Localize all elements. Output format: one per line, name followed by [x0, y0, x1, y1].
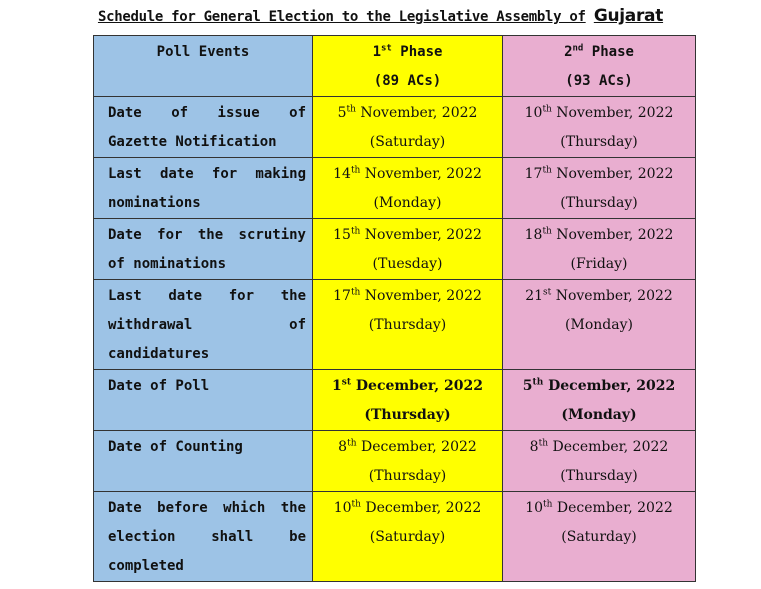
phase2-date-cell-text — [503, 219, 695, 279]
header-phase2-cell — [503, 36, 696, 97]
event-line: Gazette Notification — [108, 134, 277, 150]
header-phase2-title — [503, 36, 695, 67]
phase2-date-cell — [503, 431, 696, 492]
event-line: Last date for the — [108, 288, 306, 304]
event-cell — [94, 219, 313, 280]
date-line: 17th November, 2022 — [524, 165, 674, 182]
weekday-line: (Thursday) — [368, 468, 447, 484]
phase1-date-cell-text — [313, 219, 502, 279]
phase2-date-cell — [503, 219, 696, 280]
phase2-date-cell — [503, 492, 696, 582]
phase2-date-cell-text — [503, 431, 695, 491]
phase1-date-cell — [313, 219, 503, 280]
phase1-date-cell — [313, 158, 503, 219]
weekday-line: (Thursday) — [560, 195, 638, 211]
event-label — [94, 431, 312, 462]
event-cell — [94, 431, 313, 492]
schedule-table — [93, 35, 696, 582]
table-row — [94, 280, 696, 370]
event-line: Date of issue of — [108, 105, 306, 121]
page-title — [0, 6, 761, 26]
event-line: Last date for making — [108, 166, 306, 182]
phase1-date-cell-text — [313, 431, 502, 491]
phase2-date-cell-text — [503, 370, 695, 430]
date-line: 15th November, 2022 — [333, 226, 482, 243]
phase1-date-cell — [313, 280, 503, 370]
weekday-line: (Saturday) — [369, 529, 446, 545]
header-events-cell — [94, 36, 313, 97]
weekday-line: (Thursday) — [560, 468, 638, 484]
date-line: 10th November, 2022 — [524, 104, 674, 121]
phase1-date-cell — [313, 492, 503, 582]
event-line: Date of Counting — [108, 439, 243, 455]
weekday-line: (Thursday) — [364, 407, 451, 423]
weekday-line: (Saturday) — [561, 529, 637, 545]
event-label — [94, 219, 312, 279]
event-label — [94, 280, 312, 369]
date-line: 5th December, 2022 — [522, 377, 676, 394]
event-cell — [94, 97, 313, 158]
phase1-ordinal: 1st — [372, 43, 392, 60]
event-label — [94, 97, 312, 157]
phase1-date-cell-text — [313, 280, 502, 340]
event-line: completed — [108, 558, 184, 574]
event-cell — [94, 158, 313, 219]
header-phase1-cell — [313, 36, 503, 97]
phase1-date-cell — [313, 431, 503, 492]
date-line: 10th December, 2022 — [333, 499, 482, 516]
header-phase1-title — [313, 36, 502, 67]
header-row — [94, 36, 696, 97]
header-events-label: Poll Events — [156, 44, 250, 60]
date-line: 5th November, 2022 — [337, 104, 478, 121]
date-line: 10th December, 2022 — [525, 499, 673, 516]
event-line: election shall be — [108, 529, 306, 545]
phase1-label: Phase — [400, 44, 443, 60]
event-label — [94, 158, 312, 218]
date-line: 8th December, 2022 — [529, 438, 669, 455]
phase2-date-cell — [503, 280, 696, 370]
date-line: 18th November, 2022 — [524, 226, 674, 243]
phase1-date-cell-text — [313, 492, 502, 552]
phase2-date-cell-text — [503, 280, 695, 340]
table-row — [94, 97, 696, 158]
header-phase2-seats: (93 ACs) — [565, 73, 633, 89]
table-row — [94, 431, 696, 492]
weekday-line: (Friday) — [570, 256, 628, 272]
event-line: Date before which the — [108, 500, 306, 516]
date-line: 14th November, 2022 — [333, 165, 482, 182]
event-line: of nominations — [108, 256, 227, 272]
weekday-line: (Thursday) — [368, 317, 447, 333]
phase1-date-cell — [313, 97, 503, 158]
date-line: 8th December, 2022 — [338, 438, 477, 455]
phase2-date-cell-text — [503, 158, 695, 218]
title-state: Gujarat — [593, 6, 664, 26]
event-label — [94, 492, 312, 581]
event-line: Date for the scrutiny — [108, 227, 306, 243]
event-line: candidatures — [108, 346, 210, 362]
table-row — [94, 492, 696, 582]
phase2-date-cell-text — [503, 97, 695, 157]
weekday-line: (Saturday) — [369, 134, 446, 150]
phase2-date-cell-text — [503, 492, 695, 552]
table-row — [94, 219, 696, 280]
event-cell — [94, 370, 313, 431]
date-line: 1st December, 2022 — [332, 377, 483, 394]
phase1-date-cell-text — [313, 158, 502, 218]
title-main: Schedule for General Election to the Legislative Assembly of — [97, 9, 586, 25]
event-cell — [94, 492, 313, 582]
weekday-line: (Tuesday) — [372, 256, 443, 272]
phase2-label: Phase — [591, 44, 634, 60]
phase1-date-cell — [313, 370, 503, 431]
weekday-line: (Monday) — [561, 407, 637, 423]
table-row — [94, 370, 696, 431]
phase1-date-cell-text — [313, 370, 502, 430]
phase1-date-cell-text — [313, 97, 502, 157]
date-line: 21st November, 2022 — [525, 287, 673, 304]
event-cell — [94, 280, 313, 370]
phase2-ordinal: 2nd — [564, 43, 584, 60]
weekday-line: (Thursday) — [560, 134, 638, 150]
event-label — [94, 370, 312, 401]
weekday-line: (Monday) — [565, 317, 633, 333]
phase2-date-cell — [503, 97, 696, 158]
header-phase1-seats: (89 ACs) — [373, 73, 442, 89]
event-line: nominations — [108, 195, 201, 211]
event-line: Date of Poll — [108, 378, 210, 394]
event-line: withdrawal of — [108, 317, 306, 333]
date-line: 17th November, 2022 — [333, 287, 482, 304]
phase2-date-cell — [503, 158, 696, 219]
phase2-date-cell — [503, 370, 696, 431]
weekday-line: (Monday) — [373, 195, 442, 211]
table-row — [94, 158, 696, 219]
